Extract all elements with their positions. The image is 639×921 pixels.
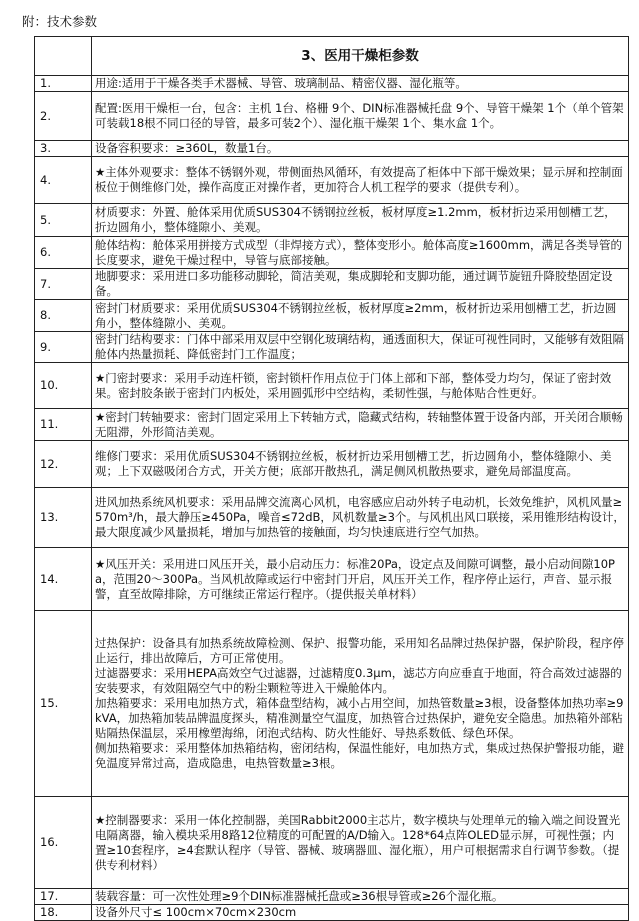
row-number: 3. bbox=[35, 141, 92, 157]
row-paragraph: 过热保护：设备具有加热系统故障检测、保护、报警功能，采用知名品牌过热保护器，保护阶段，程序停止运行，排出故障后，方可正常使用。 bbox=[95, 636, 624, 665]
table-row bbox=[35, 157, 629, 204]
row-paragraph: 进风加热系统风机要求：采用品牌交流离心风机，电容感应启动外转子电动机，长效免维护，风机风量≥570m³/h，最大静压≥450Pa，噪音≤72dB，风机数量≥3个。与风机出风口联接，采用锥形结构设计，最大限度减少风量损耗，增加与加热管的接触面，均匀快速底进行空气加热。 bbox=[95, 495, 625, 539]
row-number: 11. bbox=[35, 409, 92, 441]
row-content bbox=[92, 441, 629, 488]
row-number: 9. bbox=[35, 332, 92, 363]
table-row bbox=[35, 141, 629, 157]
table-row bbox=[35, 363, 629, 409]
row-paragraph: ★控制器要求：采用一体化控制器，美国Rabbit2000主芯片，数字模块与处理单元的输入端之间设置光电隔离器，输入模块采用8路12位精度的可配置的A/D输入。128*64点阵OLED显示屏，可视性强；内置≥10套程序，≥4套默认程序（导管、器械、玻璃器皿、湿化瓶），用户可根据需求自行调节参数。（提供专利材料） bbox=[95, 812, 621, 872]
row-number: 7. bbox=[35, 269, 92, 300]
table-title-row bbox=[35, 37, 629, 76]
row-content bbox=[92, 332, 629, 363]
row-paragraph: 密封门结构要求：门体中部采用双层中空钢化玻璃结构，通透面积大，保证可视性同时，又能够有效阻隔舱体内热量损耗、降低密封门工作温度； bbox=[95, 332, 624, 361]
row-content bbox=[92, 488, 629, 548]
row-number: 10. bbox=[35, 363, 92, 409]
row-paragraph: 密封门材质要求：采用优质SUS304不锈钢拉丝板，板材厚度≥2mm，板材折边采用刨槽工艺，折边圆角小，整体缝隙小、美观。 bbox=[95, 300, 617, 330]
row-paragraph: 侧加热箱要求：采用整体加热箱结构，密闭结构，保温性能好，电加热方式，集成过热保护警报功能，避免温度异常过高，造成隐患，电热管数量≥3根。 bbox=[95, 741, 624, 770]
row-paragraph: 维修门要求：采用优质SUS304不锈钢拉丝板，板材折边采用刨槽工艺，折边圆角小，整体缝隙小、美观；上下双磁吸闭合方式，开关方便；底部开散热孔，满足侧风机散热要求，避免局部温度高。 bbox=[95, 449, 612, 478]
row-number: 4. bbox=[35, 157, 92, 204]
table-row bbox=[35, 488, 629, 548]
table-row bbox=[35, 332, 629, 363]
row-paragraph: 装载容量：可一次性处理≥9个DIN标准器械托盘或≥36根导管或≥26个湿化瓶。 bbox=[95, 889, 504, 903]
row-paragraph: 地脚要求：采用进口多功能移动脚轮，简洁美观，集成脚轮和支脚功能，通过调节旋钮升降胶垫固定设备。 bbox=[95, 269, 613, 298]
row-content bbox=[92, 905, 629, 921]
table-row bbox=[35, 269, 629, 300]
row-paragraph: 设备外尺寸≤ 100cm×70cm×230cm bbox=[95, 905, 297, 919]
spec-table bbox=[34, 36, 629, 921]
row-paragraph: 设备容积要求：≥360L，数量1台。 bbox=[95, 141, 279, 155]
table-title: 3、医用干燥柜参数 bbox=[92, 37, 629, 76]
table-row bbox=[35, 204, 629, 237]
row-content bbox=[92, 611, 629, 797]
row-content bbox=[92, 797, 629, 889]
row-paragraph: ★密封门转轴要求：密封门固定采用上下转轴方式，隐藏式结构，转轴整体置于设备内部，开关闭合顺畅无阻滞，外形简洁美观。 bbox=[95, 409, 623, 439]
table-row bbox=[35, 409, 629, 441]
row-content bbox=[92, 141, 629, 157]
row-number: 2. bbox=[35, 92, 92, 141]
row-paragraph: 用途:适用于干燥各类手术器械、导管、玻璃制品、精密仪器、湿化瓶等。 bbox=[95, 76, 467, 90]
attachment-label: 附：技术参数 bbox=[22, 14, 98, 29]
row-paragraph: 加热箱要求：采用电加热方式，箱体盘型结构，减小占用空间，加热管数量≥3根，设备整体加热功率≥9kVA，加热箱加装品牌温度探头，精准测量空气温度，加热管合过热保护，避免安全隐患。加热箱外部粘贴隔热保温层，采用橡塑海绵，闭泡式结构、防火性能好、导热系数低、绿色环保。 bbox=[95, 696, 624, 740]
row-paragraph: ★门密封要求：采用手动连杆锁，密封锁杆作用点位于门体上部和下部，整体受力均匀，保证了密封效果。密封胶条嵌于密封门内板处，采用圆弧形中空结构，柔韧性强，与舱体贴合性更好。 bbox=[95, 370, 612, 400]
row-number: 14. bbox=[35, 548, 92, 611]
table-row bbox=[35, 300, 629, 332]
row-paragraph: ★主体外观要求：整体不锈钢外观，带侧面热风循环，有效提高了柜体中下部干燥效果；显示屏和控制面板位于侧维修门处，操作高度正对操作者，更加符合人机工程学的要求（提供专利）。 bbox=[95, 165, 623, 194]
table-row bbox=[35, 548, 629, 611]
row-number: 18. bbox=[35, 905, 92, 921]
row-paragraph: 舱体结构：舱体采用拼接方式成型（非焊接方式），整体变形小。舱体高度≥1600mm，满足各类导管的长度要求，避免干燥过程中，导管与底部接触。 bbox=[95, 237, 623, 267]
row-content bbox=[92, 92, 629, 141]
row-paragraph: ★风压开关：采用进口风压开关，最小启动压力：标准20Pa，设定点及间隙可调整，最小启动间隙10Pa，范围20～300Pa。当风机故障或运行中密封门开启，风压开关工作，程序停止运行，声音、显示报警，直至故障排除，方可继续正常运行程序。（提供报关单材料） bbox=[95, 556, 615, 601]
table-row bbox=[35, 237, 629, 269]
row-content bbox=[92, 157, 629, 204]
row-number: 8. bbox=[35, 300, 92, 332]
table-row bbox=[35, 76, 629, 92]
row-paragraph: 过滤器要求：采用HEPA高效空气过滤器，过滤精度0.3μm，滤芯方向应垂直于地面，符合高效过滤器的安装要求，有效阻隔空气中的粉尘颗粒等进入干燥舱体内。 bbox=[95, 666, 622, 695]
row-content bbox=[92, 269, 629, 300]
row-content bbox=[92, 237, 629, 269]
row-number: 12. bbox=[35, 441, 92, 488]
row-content bbox=[92, 363, 629, 409]
table-row bbox=[35, 905, 629, 921]
table-row bbox=[35, 797, 629, 889]
row-number: 15. bbox=[35, 611, 92, 797]
row-number: 17. bbox=[35, 889, 92, 905]
row-content bbox=[92, 409, 629, 441]
row-number: 1. bbox=[35, 76, 92, 92]
table-row bbox=[35, 92, 629, 141]
row-paragraph: 配置:医用干燥柜一台，包含：主机 1台、格栅 9个、DIN标准器械托盘 9个、导管干燥架 1个（单个管架可装载18根不同口径的导管，最多可装2个）、湿化瓶干燥架 1个、集水盒 1个。 bbox=[95, 101, 624, 130]
row-number: 6. bbox=[35, 237, 92, 269]
row-content bbox=[92, 204, 629, 237]
row-paragraph: 材质要求：外置、舱体采用优质SUS304不锈钢拉丝板，板材厚度≥1.2mm，板材折边采用刨槽工艺，折边圆角小，整体缝隙小、美观。 bbox=[95, 205, 616, 234]
table-row bbox=[35, 611, 629, 797]
row-number: 13. bbox=[35, 488, 92, 548]
table-row bbox=[35, 441, 629, 488]
row-number: 5. bbox=[35, 204, 92, 237]
row-content bbox=[92, 76, 629, 92]
row-content bbox=[92, 300, 629, 332]
row-content bbox=[92, 548, 629, 611]
row-number: 16. bbox=[35, 797, 92, 889]
